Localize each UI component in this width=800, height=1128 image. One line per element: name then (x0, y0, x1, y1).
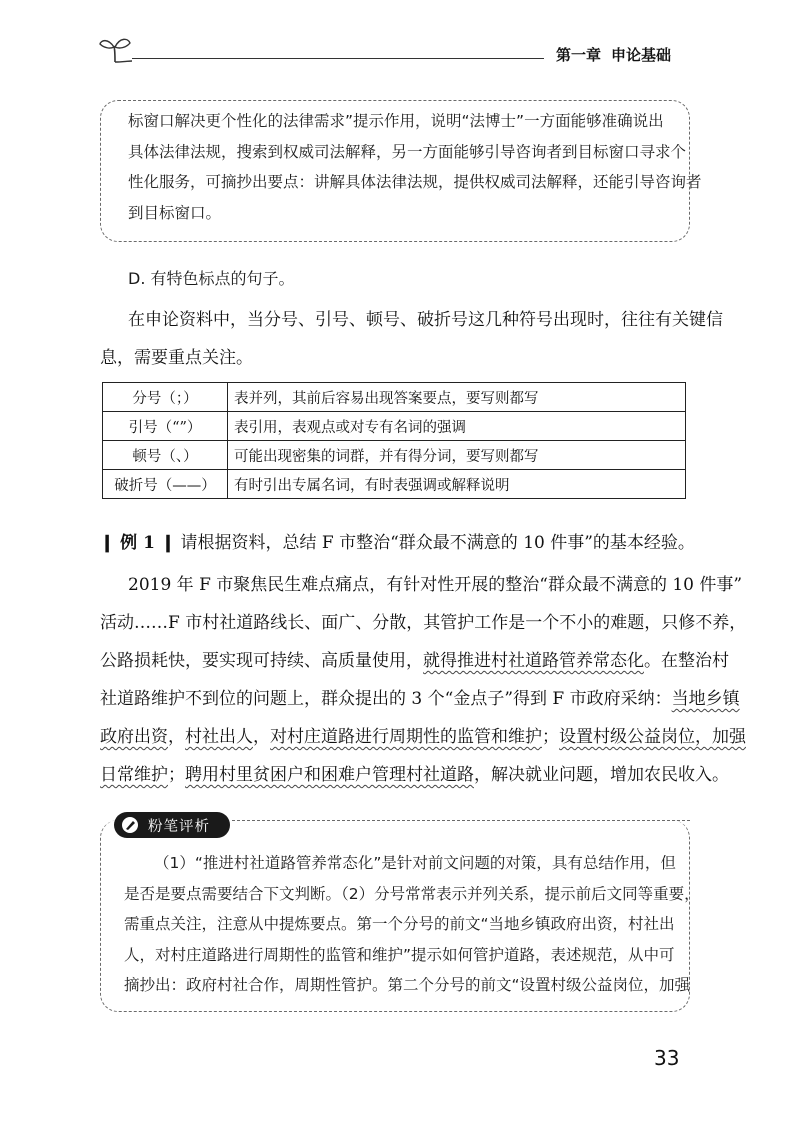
underlined-phrase: 政府出资 (100, 727, 168, 747)
note-box-top-text (128, 106, 702, 228)
passage-line: 2019 年 F 市聚焦民生难点痛点，有针对性开展的整治“群众最不满意的 10 件事” (128, 575, 743, 595)
chapter-header (556, 44, 681, 65)
table-cell-meaning: 表引用，表观点或对专有名词的强调 (228, 412, 686, 441)
passage-line: 社道路维护不到位的问题上，群众提出的 3 个“金点子”得到 F 市政府采纳：当地乡镇 (100, 689, 740, 709)
note-line: 标窗口解决更个性化的法律需求”提示作用，说明“法博士”一方面能够准确说出 (128, 112, 664, 130)
passage-line: 活动……F 市村社道路线长、面广、分散，其管护工作是一个不小的难题，只修不养， (100, 613, 747, 633)
analysis-line: 是否是要点需要结合下文判断。（2）分号常常表示并列关系，提示前后文同等重要， (124, 884, 700, 903)
table-cell-meaning: 表并列，其前后容易出现答案要点，要写则都写 (228, 383, 686, 412)
underlined-phrase: 就得推进村社道路管养常态化 (423, 651, 644, 671)
section-d-intro (100, 301, 723, 377)
analysis-text (124, 848, 700, 1001)
chapter-title: 申论基础 (611, 46, 672, 64)
chapter-number: 第一章 (556, 46, 602, 64)
underlined-phrase: 日常维护 (100, 765, 168, 785)
note-line: 到目标窗口。 (128, 203, 222, 222)
table-row (103, 383, 686, 412)
punctuation-table (102, 382, 686, 499)
page-number: 33 (654, 1046, 680, 1070)
underlined-phrase: 设置村级公益岗位，加强 (559, 727, 746, 747)
note-line: 具体法律法规，搜索到权威司法解释，另一方面能够引导咨询者到目标窗口寻求个 (128, 142, 687, 161)
table-cell-mark: 顿号（、） (103, 441, 228, 470)
table-cell-mark: 引号（“”） (103, 412, 228, 441)
table-cell-mark: 分号（；） (103, 383, 228, 412)
analysis-line: （1）“推进村社道路管养常态化”是针对前文问题的对策，具有总结作用，但 (154, 854, 676, 872)
analysis-badge-label: 粉笔评析 (148, 819, 210, 835)
table-row (103, 412, 686, 441)
analysis-box-top-border (232, 820, 690, 821)
passage-line: 日常维护；聘用村里贫困户和困难户管理村社道路，解决就业问题，增加农民收入。 (100, 765, 729, 785)
pen-nib-icon (120, 816, 140, 834)
analysis-line: 摘抄出：政府村社合作，周期性管护。第二个分号的前文“设置村级公益岗位，加强 (124, 976, 691, 994)
table-row (103, 470, 686, 499)
passage-line: 公路损耗快，要实现可持续、高质量使用，就得推进村社道路管养常态化。在整治村 (100, 651, 729, 671)
intro-line: 在申论资料中，当分号、引号、顿号、破折号这几种符号出现时，往往有关键信 (128, 310, 723, 330)
passage-line: 政府出资，村社出人，对村庄道路进行周期性的监管和维护；设置村级公益岗位，加强 (100, 727, 746, 747)
analysis-line: 人，对村庄道路进行周期性的监管和维护”提示如何管护道路，表述规范，从中可 (124, 945, 675, 964)
analysis-badge (114, 812, 230, 838)
analysis-line: 需重点关注，注意从中提炼要点。第一个分号的前文“当地乡镇政府出资，村社出 (124, 915, 675, 933)
section-d-heading: D. 有特色标点的句子。 (128, 269, 295, 288)
example-question-text: 请根据资料，总结 F 市整治“群众最不满意的 10 件事”的基本经验。 (180, 533, 695, 553)
table-row (103, 441, 686, 470)
underlined-phrase: 村社出人 (185, 727, 253, 747)
table-cell-meaning: 可能出现密集的词群，并有得分词，要写则都写 (228, 441, 686, 470)
sprout-icon (98, 34, 132, 64)
example-question (100, 524, 700, 562)
header-rule (132, 58, 544, 59)
intro-line: 息，需要重点关注。 (100, 348, 253, 368)
example-label: ❙ 例 1 ❙ (100, 533, 176, 553)
underlined-phrase: 聘用村里贫困户和困难户管理村社道路 (185, 765, 474, 785)
underlined-phrase: 对村庄道路进行周期性的监管和维护 (270, 727, 542, 747)
table-cell-mark: 破折号（——） (103, 470, 228, 499)
underlined-phrase: 当地乡镇 (671, 689, 740, 709)
table-cell-meaning: 有时引出专属名词，有时表强调或解释说明 (228, 470, 686, 499)
note-line: 性化服务，可摘抄出要点：讲解具体法律法规，提供权威司法解释，还能引导咨询者 (128, 173, 702, 191)
example-passage (100, 566, 747, 794)
